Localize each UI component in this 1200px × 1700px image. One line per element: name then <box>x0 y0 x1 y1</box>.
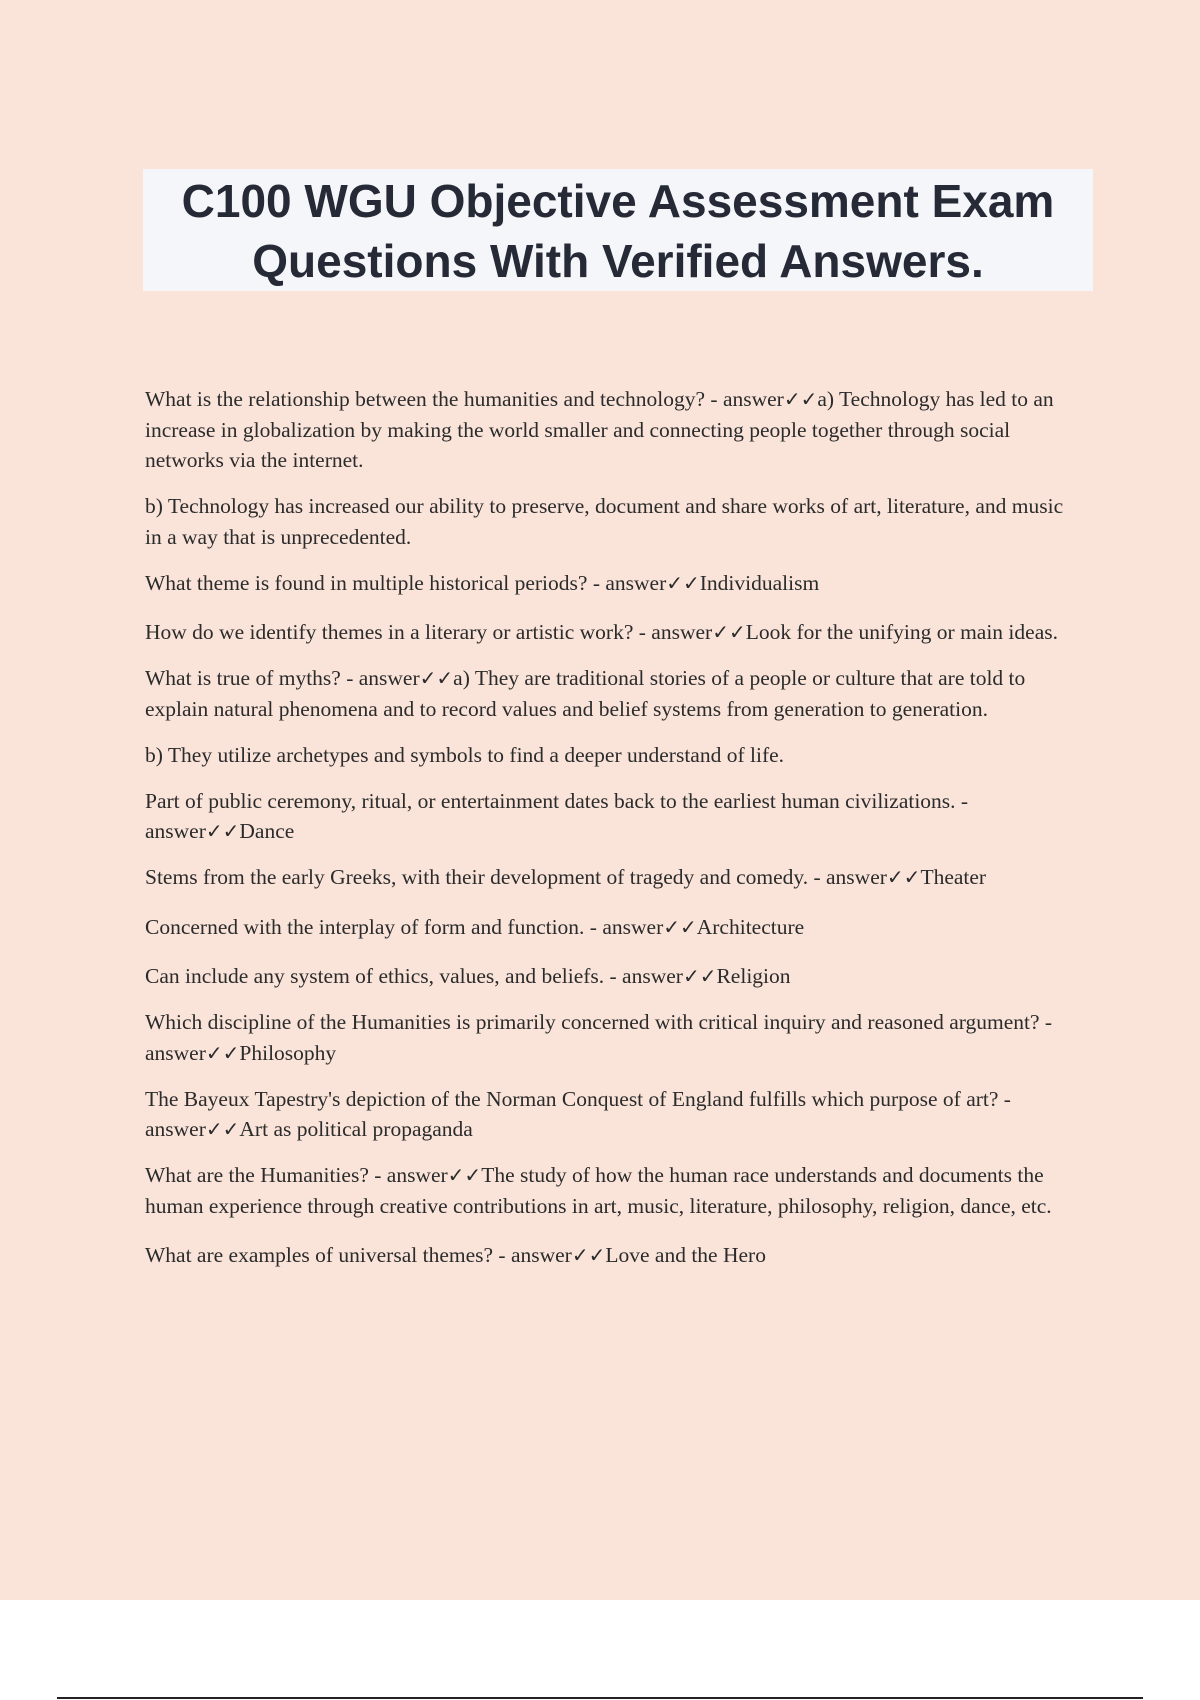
answer-text: b) They utilize archetypes and symbols to find a deeper understand of life. <box>145 742 785 767</box>
check-mark-icon: ✓✓ <box>783 387 818 411</box>
check-mark-icon: ✓✓ <box>419 666 454 690</box>
check-mark-icon: ✓✓ <box>571 1243 606 1267</box>
check-mark-icon: ✓✓ <box>205 1117 240 1141</box>
title-line-2: Questions With Verified Answers. <box>252 235 984 287</box>
question-text: What are the Humanities? - answer <box>145 1163 448 1187</box>
qa-list <box>145 384 1085 1286</box>
title-banner <box>143 169 1093 291</box>
answer-text: Love and the Hero <box>605 1243 766 1267</box>
question-text: The Bayeux Tapestry's depiction of the Norman Conquest of England fulfills which purpose of art? - answer <box>145 1086 1011 1141</box>
check-mark-icon: ✓✓ <box>205 1040 240 1065</box>
footer-divider <box>57 1697 1143 1699</box>
qa-item <box>145 663 1085 724</box>
answer-text: Philosophy <box>239 1040 337 1065</box>
answer-text: The study of how the human race understands and documents the human experience through creative contributions in art, music, literature, philosophy, religion, dance, etc. <box>145 1163 1052 1218</box>
qa-item <box>145 912 1085 943</box>
check-mark-icon: ✓✓ <box>712 620 746 644</box>
qa-item <box>145 862 1085 893</box>
check-mark-icon: ✓✓ <box>205 819 240 843</box>
check-mark-icon: ✓✓ <box>682 964 717 988</box>
check-mark-icon: ✓✓ <box>663 914 697 939</box>
answer-text: Religion <box>716 964 791 988</box>
qa-item <box>145 786 1085 847</box>
check-mark-icon: ✓✓ <box>666 570 700 595</box>
question-text: What is the relationship between the humanities and technology? - answer <box>145 387 784 411</box>
answer-text: a) Technology has led to an increase in globalization by making the world smaller and connecting people together through social networks via the internet. <box>145 387 1054 472</box>
question-text: Which discipline of the Humanities is primarily concerned with critical inquiry and reasoned argument? - answer <box>145 1010 1053 1065</box>
qa-item-continuation <box>145 491 1085 552</box>
question-text: What theme is found in multiple historical periods? - answer <box>145 570 667 595</box>
qa-item-continuation <box>145 740 1085 771</box>
qa-item <box>145 1084 1085 1145</box>
answer-text: Architecture <box>696 914 805 939</box>
question-text: What is true of myths? - answer <box>145 666 420 690</box>
question-text: How do we identify themes in a literary or artistic work? - answer <box>145 620 713 644</box>
answer-text: b) Technology has increased our ability to preserve, document and share works of art, literature, and music in a way that is unprecedented. <box>145 494 1064 549</box>
qa-item <box>145 384 1085 476</box>
question-text: What are examples of universal themes? - answer <box>145 1243 572 1267</box>
question-text: Can include any system of ethics, values, and beliefs. - answer <box>145 964 683 988</box>
qa-item <box>145 568 1085 599</box>
answer-text: Dance <box>239 819 295 843</box>
question-text: Stems from the early Greeks, with their development of tragedy and comedy. - answer <box>145 865 887 889</box>
qa-item <box>145 617 1085 648</box>
answer-text: Individualism <box>699 570 820 595</box>
title-line-1: C100 WGU Objective Assessment Exam <box>181 175 1055 227</box>
qa-item <box>145 1240 1085 1271</box>
answer-text: Art as political propaganda <box>239 1117 473 1141</box>
question-text: Part of public ceremony, ritual, or entertainment dates back to the earliest human civilizations. - answer <box>145 788 969 843</box>
check-mark-icon: ✓✓ <box>447 1163 482 1187</box>
question-text: Concerned with the interplay of form and function. - answer <box>145 914 664 939</box>
qa-item <box>145 1160 1085 1221</box>
qa-item <box>145 1007 1085 1068</box>
answer-text: a) They are traditional stories of a people or culture that are told to explain natural phenomena and to record values and belief systems from generation to generation. <box>145 666 1026 721</box>
check-mark-icon: ✓✓ <box>886 865 921 889</box>
qa-item <box>145 961 1085 992</box>
answer-text: Look for the unifying or main ideas. <box>745 620 1058 644</box>
answer-text: Theater <box>920 865 987 889</box>
